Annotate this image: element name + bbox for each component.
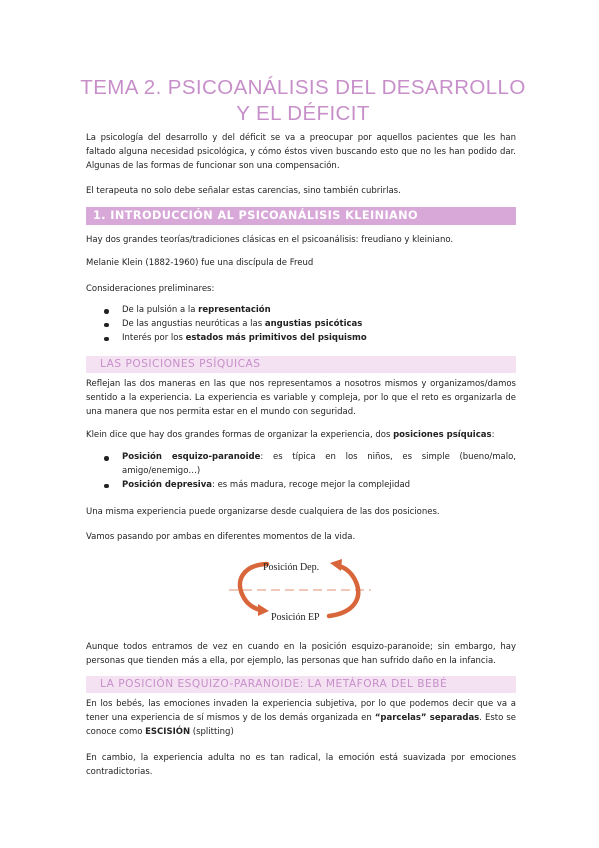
intro-paragraph: La psicología del desarrollo y del déficit se va a preocupar por aquellos pacientes que les han faltado alguna necesidad psicológica, y cómo éstos viven buscando esto que no les han podido dar. Algunas de las formas de funcionar son una compensación. [86,133,516,172]
list-item: Posición esquizo-paranoide: es típica en los niños, es simple (bueno/malo, amigo/enemigo…) [86,451,516,479]
list-item: De la pulsión a la representación [86,304,516,318]
list-item: Posición depresiva: es más madura, recoge mejor la complejidad [86,479,516,493]
positions-list [86,451,516,492]
intro-paragraph-2: El terapeuta no solo debe señalar estas carencias, sino también cubrirlas. [86,186,401,196]
arrowhead-right [330,559,342,571]
section-heading-2: LAS POSICIONES PSÍQUICAS [86,356,516,373]
page-title: TEMA 2. PSICOANÁLISIS DEL DESARROLLO Y EL DÉFICIT [80,76,526,125]
section-heading-1: 1. INTRODUCCIÓN AL PSICOANÁLISIS KLEINIANO [86,207,516,225]
section-heading-3: LA POSICIÓN ESQUIZO-PARANOIDE: LA METÁFORA DEL BEBÉ [86,676,516,693]
position-dep-label: Posición Dep. [263,562,320,573]
section1-paragraph-2: Melanie Klein (1882-1960) fue una discípula de Freud [86,258,314,268]
positions-cycle-diagram [225,555,375,625]
position-ep-label: Posición EP [271,612,320,623]
section2-paragraph-3: Una misma experiencia puede organizarse desde cualquiera de las dos posiciones. [86,507,440,517]
section2-paragraph-1: Reflejan las dos maneras en las que nos representamos a nosotros mismos y organizamos/damos sentido a la experiencia. La experiencia es variable y compleja, por lo que el reto es organizarla de una manera que nos permita estar en el mundo con seguridad. [86,379,516,418]
section1-paragraph-3: Consideraciones preliminares: [86,284,215,294]
arrowhead-left [258,604,269,616]
preliminary-list [86,304,516,345]
section1-paragraph-1: Hay dos grandes teorías/tradiciones clásicas en el psicoanálisis: freudiano y kleiniano. [86,235,454,245]
section2-paragraph-2: Klein dice que hay dos grandes formas de organizar la experiencia, dos posiciones psíquicas: [86,430,495,440]
section3-paragraph-1: En los bebés, las emociones invaden la experiencia subjetiva, por lo que podemos decir que va a tener una experiencia de sí mismos y de los demás organizada en “parcelas” separadas. Esto se conoce como ESCISIÓN (splitting) [86,699,516,738]
cycle-arrow-right [329,566,358,616]
section2-paragraph-5: Aunque todos entramos de vez en cuando en la posición esquizo-paranoide; sin embargo, hay personas que tienden más a ella, por ejemplo, las personas que han sufrido daño en la infancia. [86,642,516,667]
section2-paragraph-4: Vamos pasando por ambas en diferentes momentos de la vida. [86,532,356,542]
list-item: Interés por los estados más primitivos del psiquismo [86,332,516,346]
list-item: De las angustias neuróticas a las angustias psicóticas [86,318,516,332]
section3-paragraph-2: En cambio, la experiencia adulta no es tan radical, la emoción está suavizada por emociones contradictorias. [86,753,516,778]
